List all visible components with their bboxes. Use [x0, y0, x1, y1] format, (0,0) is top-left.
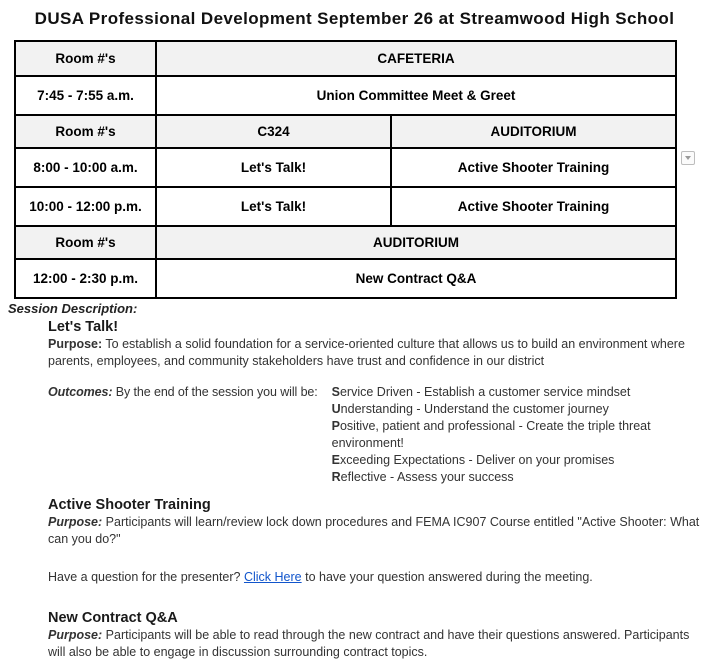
page-title: DUSA Professional Development September 26 at Streamwood High School [34, 9, 675, 28]
session-cell: New Contract Q&A [156, 259, 676, 298]
outcomes-list [332, 384, 703, 486]
venue-cell-auditorium2: AUDITORIUM [156, 226, 676, 259]
table-row [15, 226, 676, 259]
table-row [15, 41, 676, 76]
time-cell: 12:00 - 2:30 p.m. [15, 259, 156, 298]
click-here-link[interactable]: Click Here [243, 570, 302, 584]
outcomes-intro-text: By the end of the session you will be: [112, 385, 318, 399]
lets-talk-heading: Let's Talk! [48, 319, 119, 335]
table-row [15, 148, 676, 187]
session-cell: Let's Talk! [156, 148, 391, 187]
outcomes-block [48, 384, 703, 486]
room-header-cell: Room #'s [15, 226, 156, 259]
session-cell: Active Shooter Training [391, 148, 676, 187]
outcomes-intro [48, 384, 318, 486]
lets-talk-purpose [48, 336, 703, 370]
purpose-text: Participants will learn/review lock down procedures and FEMA IC907 Course entitled "Active Shooter: What can you do?" [48, 515, 700, 546]
purpose-text: To establish a solid foundation for a service-oriented culture that allows us to build an environment where parents, employees, and community stakeholders have trust and confidence in our district [48, 337, 685, 368]
presenter-question-line [48, 569, 703, 586]
table-row [15, 115, 676, 148]
list-item: Positive, patient and professional - Create the triple threat environment! [331, 419, 651, 450]
room-header-cell: Room #'s [15, 41, 156, 76]
outcomes-label: Outcomes: [48, 385, 113, 399]
room-header-cell: Room #'s [15, 115, 156, 148]
purpose-label: Purpose: [48, 628, 103, 642]
list-item: Reflective - Assess your success [331, 470, 514, 484]
new-contract-heading: New Contract Q&A [48, 610, 178, 626]
active-shooter-heading: Active Shooter Training [48, 497, 211, 513]
question-prefix: Have a question for the presenter? [48, 570, 244, 584]
venue-cell-c324: C324 [156, 115, 391, 148]
table-row [15, 259, 676, 298]
active-shooter-purpose [48, 514, 703, 548]
question-suffix: to have your question answered during the meeting. [301, 570, 593, 584]
session-cell: Let's Talk! [156, 187, 391, 226]
list-item: Understanding - Understand the customer journey [331, 402, 609, 416]
purpose-label: Purpose: [48, 515, 103, 529]
session-cell: Union Committee Meet & Greet [156, 76, 676, 115]
chevron-down-icon [685, 156, 691, 160]
time-cell: 8:00 - 10:00 a.m. [15, 148, 156, 187]
dropdown-arrow-icon[interactable] [681, 151, 695, 165]
venue-cell-cafeteria: CAFETERIA [156, 41, 676, 76]
table-row [15, 187, 676, 226]
new-contract-purpose [48, 627, 703, 661]
list-item: Service Driven - Establish a customer service mindset [331, 385, 631, 399]
session-descriptions [48, 318, 703, 661]
session-cell: Active Shooter Training [391, 187, 676, 226]
list-item: Exceeding Expectations - Deliver on your promises [331, 453, 615, 467]
venue-cell-auditorium: AUDITORIUM [391, 115, 676, 148]
table-row [15, 76, 676, 115]
time-cell: 10:00 - 12:00 p.m. [15, 187, 156, 226]
purpose-label: Purpose: [48, 337, 103, 351]
session-description-label: Session Description: [8, 301, 138, 316]
time-cell: 7:45 - 7:55 a.m. [15, 76, 156, 115]
schedule-table [14, 40, 677, 299]
purpose-text: Participants will be able to read through the new contract and have their questions answered. Participants will also be able to engage in discussion surrounding contract topics. [48, 628, 690, 659]
